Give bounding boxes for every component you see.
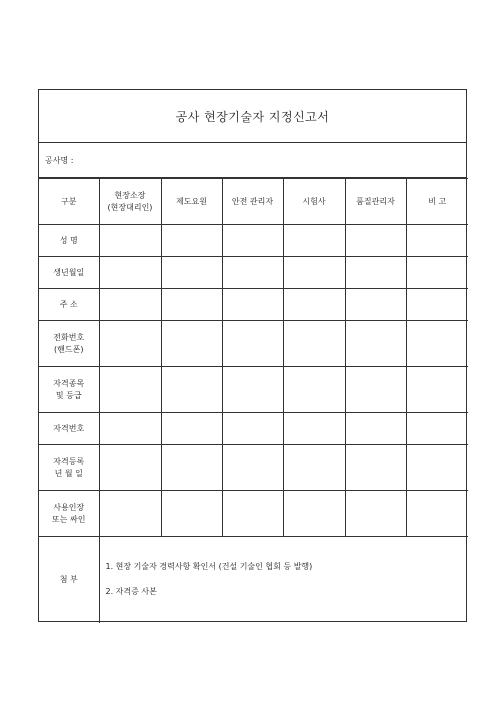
- input-cell[interactable]: [406, 413, 468, 445]
- table-row: [39, 289, 468, 321]
- row-label-seal-signature: 사용인장 또는 싸인: [39, 491, 99, 537]
- header-category: 구분: [39, 179, 99, 225]
- input-cell[interactable]: [161, 225, 222, 257]
- row-label-phone: 전화번호 (핸드폰): [39, 321, 99, 367]
- row-label-birthdate: 생년월일: [39, 257, 99, 289]
- input-cell[interactable]: [99, 225, 161, 257]
- input-cell[interactable]: [283, 413, 345, 445]
- table-row: [39, 445, 468, 491]
- input-cell[interactable]: [99, 367, 161, 413]
- header-tester: 시험사: [283, 179, 345, 225]
- input-cell[interactable]: [406, 225, 468, 257]
- table-row: [39, 367, 468, 413]
- input-cell[interactable]: [99, 321, 161, 367]
- input-cell[interactable]: [406, 491, 468, 537]
- table-row: [39, 225, 468, 257]
- table-row: [39, 413, 468, 445]
- header-drafter: 제도요원: [161, 179, 222, 225]
- header-remarks: 비 고: [406, 179, 468, 225]
- input-cell[interactable]: [283, 225, 345, 257]
- row-label-registration-date: 자격등록 년 월 일: [39, 445, 99, 491]
- input-cell[interactable]: [406, 445, 468, 491]
- input-cell[interactable]: [222, 225, 283, 257]
- input-cell[interactable]: [345, 225, 406, 257]
- input-cell[interactable]: [99, 445, 161, 491]
- input-cell[interactable]: [345, 289, 406, 321]
- project-name-field[interactable]: 공사명 :: [39, 143, 466, 178]
- header-quality-manager: 품질관리자: [345, 179, 406, 225]
- input-cell[interactable]: [99, 491, 161, 537]
- input-cell[interactable]: [283, 445, 345, 491]
- input-cell[interactable]: [222, 491, 283, 537]
- input-cell[interactable]: [345, 257, 406, 289]
- input-cell[interactable]: [283, 321, 345, 367]
- input-cell[interactable]: [99, 257, 161, 289]
- input-cell[interactable]: [222, 413, 283, 445]
- input-cell[interactable]: [283, 257, 345, 289]
- input-cell[interactable]: [222, 257, 283, 289]
- input-cell[interactable]: [222, 445, 283, 491]
- header-row: [39, 179, 468, 225]
- table-row: [39, 491, 468, 537]
- input-cell[interactable]: [345, 491, 406, 537]
- input-cell[interactable]: [345, 445, 406, 491]
- attachment-item: 1. 현장 기술자 경력사항 확인서 (건설 기술인 협회 등 발행): [105, 561, 313, 571]
- header-site-manager: 현장소장 (현장대리인): [99, 179, 161, 225]
- row-label-name: 성 명: [39, 225, 99, 257]
- row-label-address: 주 소: [39, 289, 99, 321]
- input-cell[interactable]: [161, 367, 222, 413]
- input-cell[interactable]: [345, 367, 406, 413]
- attachment-row: [39, 537, 468, 623]
- row-label-attachment: 첨 부: [39, 537, 99, 623]
- table-row: [39, 257, 468, 289]
- row-label-qualification: 자격종목 및 등급: [39, 367, 99, 413]
- input-cell[interactable]: [161, 413, 222, 445]
- input-cell[interactable]: [222, 367, 283, 413]
- input-cell[interactable]: [222, 321, 283, 367]
- input-cell[interactable]: [161, 491, 222, 537]
- input-cell[interactable]: [222, 289, 283, 321]
- technician-table: [39, 178, 468, 623]
- input-cell[interactable]: [406, 257, 468, 289]
- header-safety-manager: 안전 관리자: [222, 179, 283, 225]
- input-cell[interactable]: [283, 289, 345, 321]
- input-cell[interactable]: [406, 289, 468, 321]
- input-cell[interactable]: [283, 367, 345, 413]
- input-cell[interactable]: [161, 257, 222, 289]
- input-cell[interactable]: [345, 321, 406, 367]
- input-cell[interactable]: [99, 289, 161, 321]
- table-row: [39, 321, 468, 367]
- input-cell[interactable]: [161, 289, 222, 321]
- attachment-list: [99, 537, 468, 623]
- designation-report-form: [38, 89, 467, 622]
- input-cell[interactable]: [406, 321, 468, 367]
- input-cell[interactable]: [345, 413, 406, 445]
- attachment-item: 2. 자격증 사본: [105, 586, 157, 596]
- input-cell[interactable]: [99, 413, 161, 445]
- row-label-license-number: 자격번호: [39, 413, 99, 445]
- input-cell[interactable]: [161, 445, 222, 491]
- input-cell[interactable]: [161, 321, 222, 367]
- document-title: 공사 현장기술자 지정신고서: [39, 90, 466, 143]
- input-cell[interactable]: [283, 491, 345, 537]
- input-cell[interactable]: [406, 367, 468, 413]
